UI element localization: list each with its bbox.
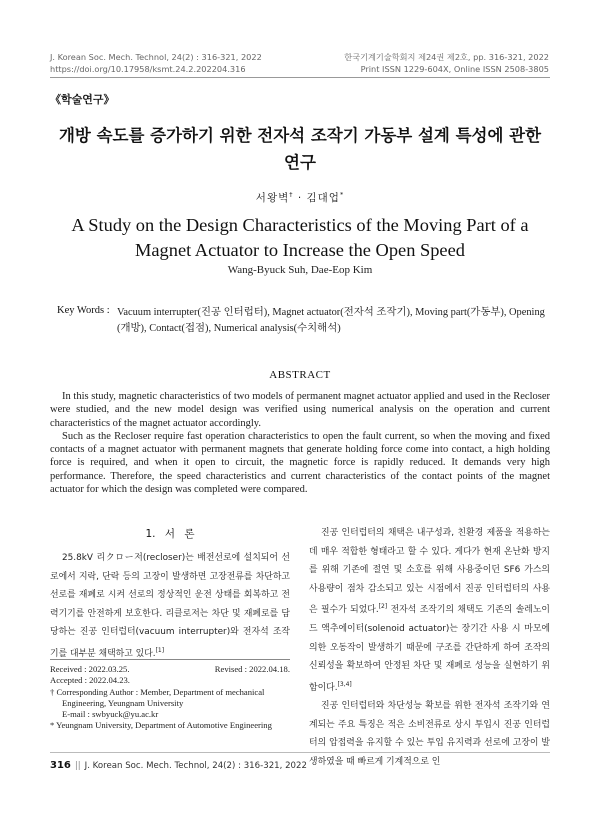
abstract-body [50, 390, 550, 496]
section-heading-introduction: 1. 서 론 [145, 528, 195, 540]
intro-paragraph [309, 524, 550, 697]
header-left [50, 51, 262, 75]
authors-english: Wang-Byuck Suh, Dae-Eop Kim [227, 264, 373, 276]
intro-paragraph [50, 549, 290, 664]
intro-text: 전자석 조작기의 채택도 기존의 솔레노이드 액추에이터(solenoid actuator)는 장기간 사용 시 마모에 의한 오동작이 발생하기 때문에 구조를 간단하게 하여 조작의 신뢰성을 확보하여 안정된 차단 및 재폐로 성능을 실현하기 위함이다. [309, 605, 550, 693]
abstract-paragraph: In this study, magnetic characteristics of two models of permanent magnet actuator applied and used in the Recloser were studied, and the new model design was verified using numerical analysis on the operation and current characteristics of the magnet actuator accordingly. [50, 391, 550, 429]
header-right [344, 51, 549, 75]
citation-ref[interactable]: [2] [378, 603, 388, 611]
citation-ref[interactable]: [1] [155, 646, 165, 654]
dates-row [50, 664, 290, 675]
corresponding-mark: † [289, 190, 294, 199]
issn-line: Print ISSN 1229-604X, Online ISSN 2508-3805 [360, 64, 549, 74]
footer-separator: || [74, 761, 81, 771]
footnote-divider [50, 659, 290, 660]
intro-text: 진공 인터럽터의 채택은 내구성과, 친환경 제품을 적용하는데 매우 적합한 형태라고 할 수 있다. 게다가 현재 온난화 방지를 위해 기존에 절연 및 소호를 위해 사용중이던 SF6 가스의 사용량이 점차 감소되고 있는 시점에서 진공 인터럽터의 사용은 필수가 되었다. [309, 528, 550, 616]
journal-citation: J. Korean Soc. Mech. Technol, 24(2) : 316-321, 2022 [50, 52, 262, 62]
footer-journal: J. Korean Soc. Mech. Technol, 24(2) : 316-321, 2022 [84, 761, 307, 771]
title-korean: 개방 속도를 증가하기 위한 전자석 조작기 가동부 설계 특성에 관한 연구 [58, 126, 542, 172]
abstract-heading: ABSTRACT [269, 369, 331, 381]
header-divider [50, 77, 550, 78]
email-address[interactable]: E-mail : swbyuck@yu.ac.kr [62, 709, 159, 720]
author-2-ko: 김대업 [306, 192, 340, 204]
received-date: Received : 2022.03.25. [50, 664, 130, 674]
doi-link[interactable]: https://doi.org/10.17958/ksmt.24.2.202204.316 [50, 64, 246, 74]
article-category: 《학술연구》 [50, 93, 115, 106]
intro-right-column [309, 524, 550, 772]
authors-korean [50, 190, 550, 205]
accepted-date: Accepted : 2022.04.23. [50, 675, 130, 686]
keywords-label: Key Words : [57, 305, 110, 316]
abstract-paragraph: Such as the Recloser require fast operation characteristics to open the fault current, so when the moving and fixed contacts of a magnet actuator with permanent magnets that generate holding force come into contact, a high holding force is required, and when it open to circuit, the magnetic force is rapidly reduced. It demands very high performance. Therefore, the speed characteristics and current characteristics of the contact points of the magnet actuator for which the design was completed were compared. [50, 430, 550, 496]
keywords-text: Vacuum interrupter(진공 인터럽터), Magnet actuator(전자석 조작기), Moving part(가동부), Opening (개방), Contact(접점), Numerical analysis(수치해석) [117, 307, 545, 334]
revised-date: Revised : 2022.04.18. [214, 664, 290, 674]
intro-left-column [50, 549, 290, 664]
author-separator: · [293, 192, 307, 204]
title-english: A Study on the Design Characteristics of the Moving Part of a Magnet Actuator to Increase the Open Speed [71, 215, 529, 260]
author-1-ko: 서왕벽 [255, 192, 290, 204]
coauthor-affiliation: * Yeungnam University, Department of Automotive Engineering [50, 720, 272, 731]
footnotes [50, 664, 290, 732]
affiliation-mark: * [339, 190, 345, 199]
page-footer [50, 760, 307, 771]
journal-citation-ko: 한국기계기술학회지 제24권 제2호, pp. 316-321, 2022 [344, 52, 549, 62]
corresponding-author: † Corresponding Author : Member, Department of mechanical Engineering, Yeungnam University [50, 686, 265, 708]
footer-divider [50, 752, 550, 753]
page-number: 316 [50, 760, 71, 771]
intro-paragraph: 진공 인터럽터와 차단성능 확보를 위한 전자석 조작기와 연계되는 주요 특징은 적은 소비전류로 상시 투입시 진공 인터럽터의 압접력을 유지할 수 있는 투입 유지력과 선로에 고장이 발생하였을 때 빠르게 기계적으로 인 [309, 701, 550, 768]
intro-text: 25.8kV 리クロー저(recloser)는 배전선로에 설치되어 선로에서 지락, 단락 등의 고장이 발생하면 고장전류를 차단하고 선로를 재폐로 시켜 선로의 정상적인 운전 상태를 회복하고 전력기기를 안전하게 보호한다. 리클로저는 차단 및 재폐로를 담당하는 진공 인터럽터(vacuum interrupter)와 전자석 조작기를 대부분 채택하고 있다. [50, 553, 290, 659]
citation-ref[interactable]: [3,4] [337, 680, 352, 688]
